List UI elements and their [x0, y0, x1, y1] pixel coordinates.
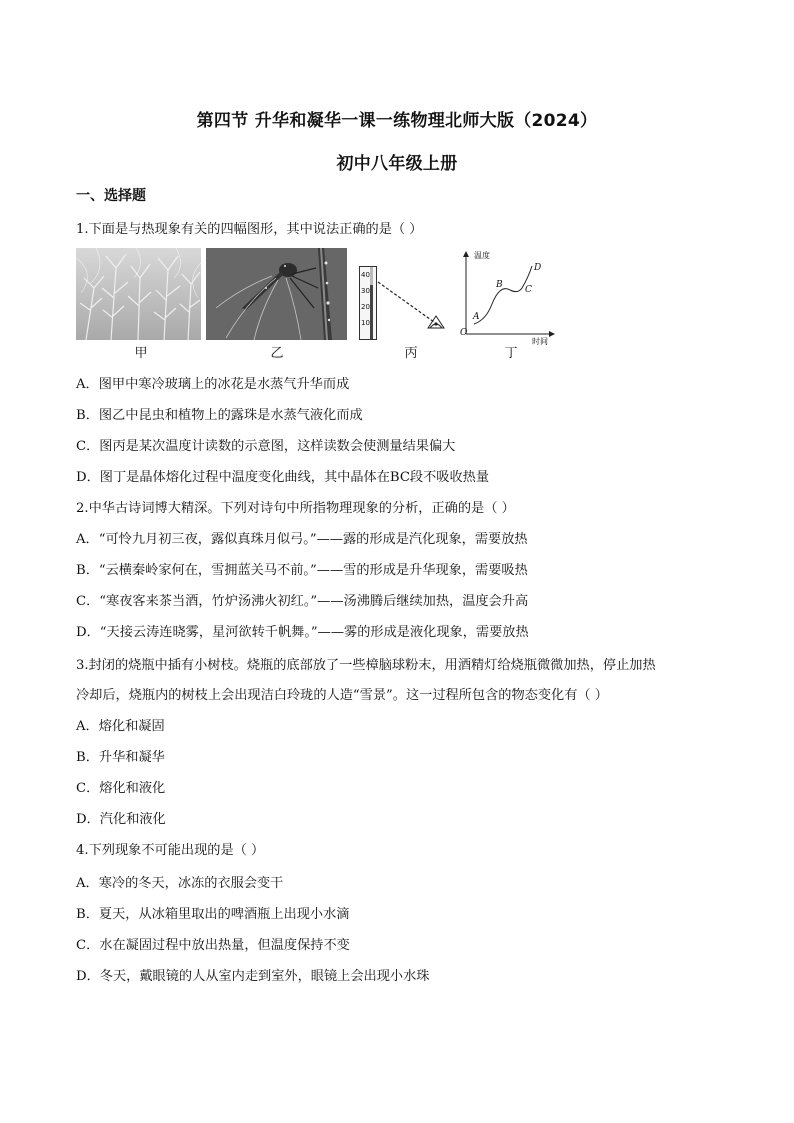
graph-ylabel: 温度: [474, 251, 490, 260]
question-1-option-a: A．图甲中寒冷玻璃上的冰花是水蒸气升华而成: [76, 377, 350, 392]
question-2-option-b: B．“云横秦岭家何在，雪拥蓝关马不前。”——雪的形成是升华现象，需要吸热: [76, 563, 528, 578]
dragonfly-dew-image: [206, 248, 347, 340]
graph-point-d: D: [534, 263, 542, 273]
question-1-option-c: C．图丙是某次温度计读数的示意图，这样读数会使测量结果偏大: [76, 439, 456, 454]
figure-row: [76, 248, 556, 363]
question-3-option-d: D．汽化和液化: [76, 812, 166, 827]
question-4-option-d: D．冬天，戴眼镜的人从室内走到室外，眼镜上会出现小水珠: [76, 969, 430, 984]
graph-xlabel: 时间: [532, 337, 548, 346]
question-4-option-b: B．夏天，从冰箱里取出的啤酒瓶上出现小水滴: [76, 907, 350, 922]
graph-point-a: A: [473, 312, 480, 322]
question-3-stem-line-1: 3.封闭的烧瓶中插有小树枝。烧瓶的底部放了一些樟脑球粉末，用酒精灯给烧瓶微微加热，停止加热: [76, 658, 656, 673]
question-1-option-d: D．图丁是晶体熔化过程中温度变化曲线，其中晶体在BC段不吸收热量: [76, 470, 490, 485]
figure-label-jia: 甲: [134, 346, 148, 361]
figure-label-yi: 乙: [270, 346, 284, 361]
question-2-option-c: C．“寒夜客来茶当酒，竹炉汤沸火初红。”——汤沸腾后继续加热，温度会升高: [76, 594, 529, 609]
question-2-option-a: A．“可怜九月初三夜，露似真珠月似弓。”——露的形成是汽化现象，需要放热: [76, 532, 528, 547]
question-3-stem-line-2: 冷却后，烧瓶内的树枝上会出现洁白玲珑的人造“雪景”。这一过程所包含的物态变化有（ ）: [76, 688, 608, 703]
question-4-option-c: C．水在凝固过程中放出热量，但温度保持不变: [76, 938, 350, 953]
question-2-option-d: D．“天接云涛连晓雾，星河欲转千帆舞。”——雾的形成是液化现象，需要放热: [76, 625, 529, 640]
question-4-option-a: A．寒冷的冬天，冰冻的衣服会变干: [76, 876, 284, 891]
thermometer-tick-10: 10: [361, 319, 370, 327]
question-1-stem: 1.下面是与热现象有关的四幅图形，其中说法正确的是（ ）: [76, 222, 423, 237]
thermometer-tick-20: 20: [361, 303, 370, 311]
graph-point-b: B: [496, 280, 503, 290]
page-subtitle: 初中八年级上册: [336, 154, 458, 174]
question-3-option-a: A．熔化和凝固: [76, 719, 165, 734]
question-2-stem: 2.中华古诗词博大精深。下列对诗句中所指物理现象的分析，正确的是（ ）: [76, 501, 515, 516]
thermometer-tick-40: 40: [361, 271, 370, 279]
frost-window-image: [76, 248, 201, 340]
question-1-option-b: B．图乙中昆虫和植物上的露珠是水蒸气液化而成: [76, 408, 363, 423]
section-heading: 一、选择题: [76, 188, 146, 204]
question-4-stem: 4.下列现象不可能出现的是（ ）: [76, 843, 265, 858]
graph-origin-label: O: [460, 328, 468, 338]
graph-point-c: C: [525, 285, 532, 295]
thermometer-tick-30: 30: [361, 287, 370, 295]
figure-label-ding: 丁: [504, 346, 518, 361]
question-3-option-b: B．升华和凝华: [76, 750, 165, 765]
eye-sightline-icon: [376, 278, 456, 338]
page-title: 第四节 升华和凝华一课一练物理北师大版（2024）: [196, 111, 598, 131]
question-3-option-c: C．熔化和液化: [76, 781, 166, 796]
figure-label-bing: 丙: [404, 346, 418, 361]
